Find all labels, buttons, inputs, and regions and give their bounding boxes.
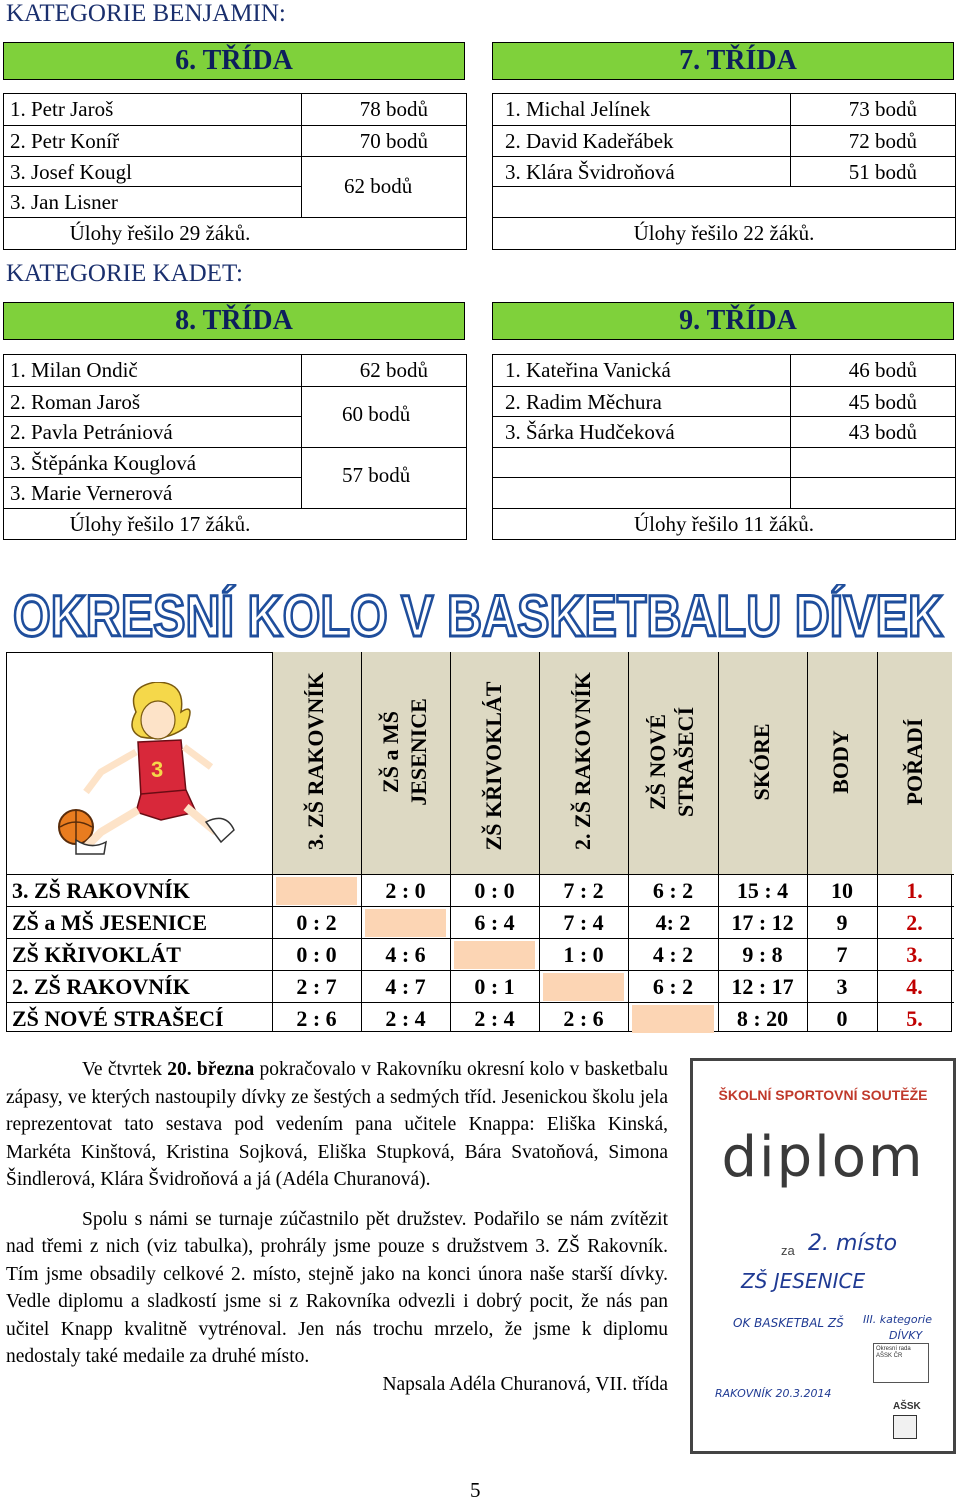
basketball-table [6,652,954,1032]
class9-footer: Úlohy řešilo 11 žáků. [633,512,815,536]
col-header-2zs-rakovnik: 2. ZŠ RAKOVNÍK [539,652,629,874]
team-name: ZŠ a MŠ JESENICE [12,910,208,935]
table-row: 3. Marie Vernerová [4,477,302,508]
table-row [6,970,954,1003]
col-header-body: BODY [807,652,878,874]
diploma-stamp: Okresní rada AŠSK ČR [873,1343,929,1383]
team-name: ZŠ NOVÉ STRAŠECÍ [12,1006,224,1031]
diploma-place: 2. místo [808,1231,898,1256]
result-cell: 0 : 0 [296,942,337,967]
result-cell: 6 : 2 [652,974,694,999]
score-cell: 17 : 12 [731,910,794,935]
result-cell: 0 : 0 [474,878,515,903]
score-cell: 9 : 8 [742,942,783,967]
col-header-zs-krivoklat: ZŠ KŘIVOKLÁT [450,652,540,874]
rank-cell: 5. [906,1006,923,1031]
score-cell: 12 : 17 [731,974,794,999]
table-row [6,874,954,907]
table-row: 2. Radim Měchura 45 bodů [493,386,955,417]
table-row: 3. Štěpánka Kouglová [4,447,466,478]
table-row: 3. Klára Švidroňová 51 bodů [493,156,955,187]
result-cell: 6 : 4 [474,910,515,935]
table-row: 1. Kateřina Vanická 46 bodů [505,358,917,382]
article-signature: Napsala Adéla Churanová, VII. třída [382,1373,668,1395]
team-name: ZŠ KŘIVOKLÁT [12,942,181,967]
table-row: 1. Michal Jelínek 73 bodů [505,97,917,121]
points-cell: 0 [836,1006,848,1031]
col-header-skore: SKÓRE [718,652,808,874]
score-cell: 8 : 20 [736,1006,789,1031]
merged-points-2: 57 bodů [342,463,411,487]
rank-cell: 4. [906,974,923,999]
merged-points: 62 bodů [344,174,413,198]
class7-title: 7. TŘÍDA [492,42,954,80]
result-cell: 4 : 7 [385,974,426,999]
col-header-3zs-rakovnik: 3. ZŠ RAKOVNÍK [272,652,362,874]
divider [361,652,362,1032]
diploma-event-c: DÍVKY [889,1329,923,1342]
class8-footer: Úlohy řešilo 17 žáků. [69,512,251,536]
result-cell: 4 : 6 [385,942,426,967]
col-header-poradi: POŘADÍ [877,652,952,874]
rank-cell: 1. [906,878,923,903]
basketball-player-image [46,682,246,862]
col-header-zs-nove-straseci: ZŠ NOVÉ STRAŠECÍ [628,652,719,874]
class9-table [492,354,956,540]
result-cell: 7 : 2 [563,878,604,903]
self-match-cell [276,877,357,905]
class7-header-box [492,42,954,84]
table-row [493,186,955,217]
table-row [6,1002,954,1035]
divider [450,652,451,1032]
result-cell: 4 : 2 [652,942,694,967]
table-row: 3. Šárka Hudčeková 43 bodů [493,416,955,447]
class6-header-box [3,42,465,84]
table-row [6,938,954,971]
class6-footer: Úlohy řešilo 29 žáků. [69,221,251,245]
self-match-cell [454,941,535,969]
class9-header-box [492,302,954,340]
svg-text:3: 3 [151,757,164,782]
team-name: 2. ZŠ RAKOVNÍK [12,974,190,999]
divider [807,652,808,1032]
category-title-kadet: KATEGORIE KADET: [6,260,243,287]
table-row [493,477,955,508]
table-row: 3. Josef Kougl [4,156,302,187]
result-cell: 2 : 0 [385,878,426,903]
diploma-header: ŠKOLNÍ SPORTOVNÍ SOUTĚŽE [718,1087,928,1103]
result-cell: 6 : 2 [652,878,694,903]
diploma-title: diplom [721,1125,925,1190]
banner-text: OKRESNÍ KOLO V BASKETBALU DÍVEK [13,584,944,646]
table-row [6,906,954,939]
table-row: 2. Roman Jaroš [4,386,302,417]
merged-points-1: 60 bodů [342,402,411,426]
diploma-place-date: RAKOVNÍK 20.3.2014 [715,1387,832,1400]
banner-title [6,584,950,646]
class6-table [3,93,467,250]
rank-cell: 3. [906,942,923,967]
class8-table [3,354,467,540]
points-cell: 9 [836,910,848,935]
result-cell: 2 : 6 [296,1006,337,1031]
diploma-za: za [781,1243,795,1258]
page-number: 5 [470,1478,481,1502]
result-cell: 0 : 1 [474,974,515,999]
diploma-logo-icon [893,1415,917,1439]
rank-cell: 2. [906,910,923,935]
class8-title: 8. TŘÍDA [3,302,465,340]
class9-title: 9. TŘÍDA [492,302,954,340]
diploma-school: ZŠ JESENICE [741,1269,866,1293]
diploma-org: AŠSK [893,1401,921,1412]
divider [628,652,629,1032]
points-cell: 10 [831,878,853,903]
class8-header-box [3,302,465,340]
divider [301,94,302,217]
table-row [493,447,955,478]
date-highlight: 20. března [167,1059,255,1080]
self-match-cell [632,1005,714,1033]
table-row: 1. Milan Ondič 62 bodů [10,358,428,382]
article [6,1056,668,1398]
result-cell: 0 : 2 [296,910,337,935]
self-match-cell [543,973,624,1001]
diploma-event-a: OK BASKETBAL ZŠ [733,1316,844,1330]
self-match-cell [365,909,446,937]
divider [790,355,791,508]
divider [272,652,273,1032]
class7-table [492,93,956,250]
class6-title: 6. TŘÍDA [3,42,465,80]
result-cell: 4: 2 [655,910,691,935]
category-title-benjamin: KATEGORIE BENJAMIN: [6,0,286,27]
divider [539,652,540,1032]
divider [877,652,878,1032]
diploma-event-b: III. kategorie [863,1313,932,1326]
article-paragraph-1: Ve čtvrtek 20. března pokračovalo v Rakovníku okresní kolo v basketbalu zápasy, ve kterých nastoupily dívky ze šestých a sedmých tříd. Jesenickou školu jela reprezentovat tato sestava pod vedením pana učitele Knappa: Eliška Kinská, Markéta Kinštová, Kristina Sojková, Eliška Stupková, Bára Svatoňová, Simona Šindlerová, Klára Švidroňová a já (Adéla Churanová). [6,1059,669,1190]
result-cell: 2 : 7 [296,974,337,999]
table-row: 2. Petr Koníř 70 bodů [4,125,466,156]
team-name: 3. ZŠ RAKOVNÍK [12,878,190,903]
points-cell: 3 [836,974,848,999]
divider [718,652,719,1032]
diploma-image [690,1058,956,1454]
table-row: 2. Pavla Petrániová [4,416,302,447]
points-cell: 7 [836,942,848,967]
result-cell: 2 : 6 [563,1006,604,1031]
result-cell: 2 : 4 [474,1006,515,1031]
col-header-zs-ms-jesenice: ZŠ a MŠ JESENICE [361,652,451,874]
score-cell: 15 : 4 [736,878,789,903]
table-row: 2. David Kadeřábek 72 bodů [493,125,955,156]
divider [301,355,302,508]
result-cell: 2 : 4 [385,1006,426,1031]
divider [790,94,791,186]
result-cell: 7 : 4 [563,910,604,935]
table-row: 1. Petr Jaroš 78 bodů [10,97,428,121]
result-cell: 1 : 0 [563,942,604,967]
article-paragraph-2: Spolu s námi se turnaje zúčastnilo pět družstev. Podařilo se nám zvítězit nad třemi z nich (viz tabulka), prohrály jsme pouze s družstvem 3. ZŠ Rakovník. Tím jsme obsadily celkové 2. místo, stejně jako na konci února naše starší dívky. Vedle diplomu a sladkostí jsme si z Rakovníka odvezli i dobrý pocit, že nás pan učitel Knapp kvalitně vytrénoval. Jen nás trochu mrzelo, že jsme k diplomu nedostaly také medaile za druhé místo. [6,1208,668,1367]
table-row: 3. Jan Lisner [4,186,302,217]
class7-footer: Úlohy řešilo 22 žáků. [633,221,815,245]
